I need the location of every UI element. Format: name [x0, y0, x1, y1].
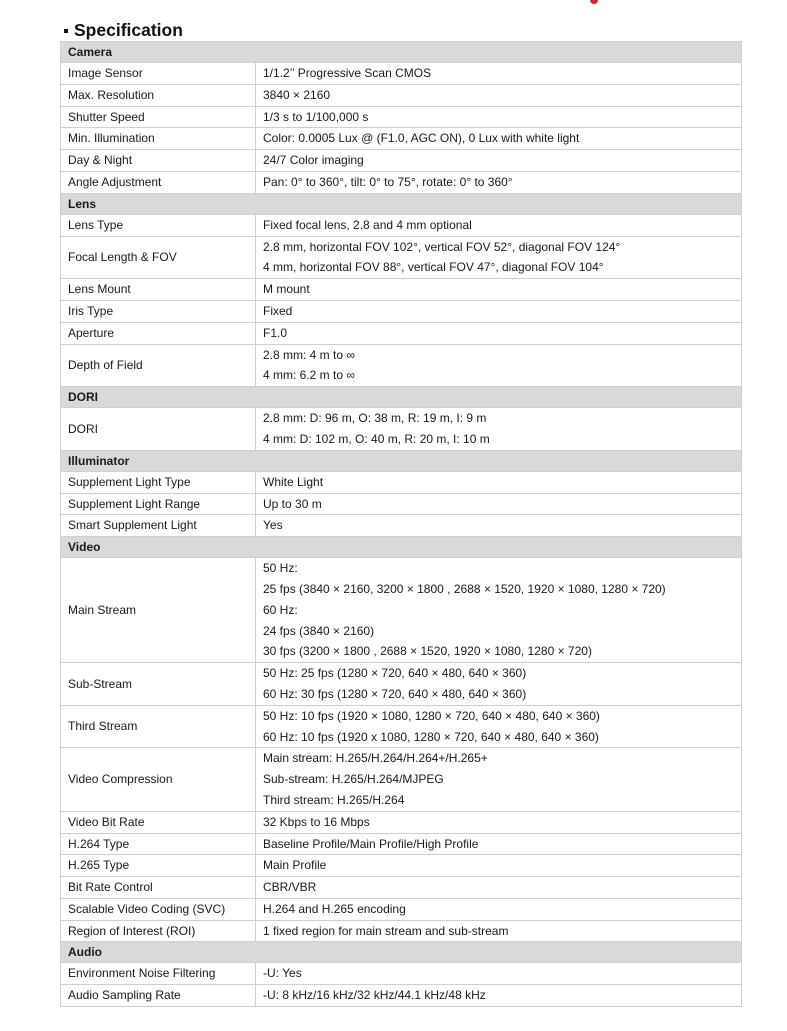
spec-row [61, 663, 742, 706]
spec-label: Image Sensor [61, 63, 256, 85]
spec-row [61, 150, 742, 172]
spec-value-line: 24 fps (3840 × 2160) [263, 623, 375, 638]
section-title: Video [61, 537, 742, 558]
spec-value-line: Fixed [263, 303, 293, 318]
spec-value-line: 4 mm: 6.2 m to ∞ [263, 368, 355, 383]
spec-label: H.264 Type [61, 833, 256, 855]
spec-value-line: 50 Hz: 10 fps (1920 × 1080, 1280 × 720, 640 × 480, 640 × 360) [263, 708, 600, 723]
spec-row [61, 920, 742, 942]
spec-value-cell [256, 106, 742, 128]
spec-label: Main Stream [61, 558, 256, 663]
section-title: Camera [61, 42, 742, 63]
spec-value-cell [256, 128, 742, 150]
spec-row [61, 558, 742, 663]
spec-label: Bit Rate Control [61, 877, 256, 899]
page-title-text: Specification [74, 19, 183, 40]
spec-row [61, 84, 742, 106]
spec-label: Environment Noise Filtering [61, 963, 256, 985]
page-title [64, 18, 183, 42]
section-header-row [61, 537, 742, 558]
spec-value-cell [256, 279, 742, 301]
spec-value-line: -U: 8 kHz/16 kHz/32 kHz/44.1 kHz/48 kHz [263, 988, 486, 1003]
spec-row [61, 63, 742, 85]
spec-row [61, 279, 742, 301]
spec-label: Max. Resolution [61, 84, 256, 106]
spec-value-line: White Light [263, 474, 324, 489]
spec-value-cell [256, 471, 742, 493]
spec-value-line: 2.8 mm: D: 96 m, O: 38 m, R: 19 m, I: 9 m [263, 411, 487, 426]
section-title: Audio [61, 942, 742, 963]
spec-value-line: 25 fps (3840 × 2160, 3200 × 1800 , 2688 × 1520, 1920 × 1080, 1280 × 720) [263, 581, 666, 596]
spec-value-line: 4 mm, horizontal FOV 88°, vertical FOV 47°, diagonal FOV 104° [263, 260, 604, 275]
spec-label: Region of Interest (ROI) [61, 920, 256, 942]
spec-value-cell [256, 985, 742, 1007]
spec-value-line: Color: 0.0005 Lux @ (F1.0, AGC ON), 0 Lux with white light [263, 131, 580, 146]
spec-value-cell [256, 408, 742, 451]
spec-value-cell [256, 705, 742, 748]
spec-label: Audio Sampling Rate [61, 985, 256, 1007]
spec-row [61, 811, 742, 833]
spec-label: Focal Length & FOV [61, 236, 256, 279]
spec-value-line: 60 Hz: 30 fps (1280 × 720, 640 × 480, 640 × 360) [263, 686, 527, 701]
spec-value-cell [256, 855, 742, 877]
spec-label: Supplement Light Type [61, 471, 256, 493]
spec-value-line: Yes [263, 518, 283, 533]
spec-label: Iris Type [61, 300, 256, 322]
spec-value-line: -U: Yes [263, 966, 302, 981]
spec-value-line: 30 fps (3200 × 1800 , 2688 × 1520, 1920 × 1080, 1280 × 720) [263, 644, 592, 659]
spec-value-cell [256, 898, 742, 920]
spec-value-line: 24/7 Color imaging [263, 153, 364, 168]
spec-value-cell [256, 963, 742, 985]
spec-value-cell [256, 558, 742, 663]
spec-value-line: 1 fixed region for main stream and sub-stream [263, 923, 509, 938]
spec-value-cell [256, 214, 742, 236]
spec-row [61, 493, 742, 515]
spec-value-cell [256, 493, 742, 515]
spec-value-line: Baseline Profile/Main Profile/High Profile [263, 836, 479, 851]
spec-value-cell [256, 171, 742, 193]
spec-row [61, 985, 742, 1007]
spec-label: Shutter Speed [61, 106, 256, 128]
spec-row [61, 705, 742, 748]
spec-value-line: Sub-stream: H.265/H.264/MJPEG [263, 772, 444, 787]
spec-value-line: Pan: 0° to 360°, tilt: 0° to 75°, rotate: 0° to 360° [263, 174, 513, 189]
spec-row [61, 106, 742, 128]
spec-value-line: Fixed focal lens, 2.8 and 4 mm optional [263, 217, 472, 232]
spec-label: Min. Illumination [61, 128, 256, 150]
spec-value-cell [256, 833, 742, 855]
spec-value-cell [256, 63, 742, 85]
spec-value-line: 50 Hz: [263, 561, 298, 576]
spec-value-cell [256, 150, 742, 172]
brand-mark [590, 0, 598, 4]
spec-value-line: 50 Hz: 25 fps (1280 × 720, 640 × 480, 640 × 360) [263, 666, 527, 681]
spec-label: Depth of Field [61, 344, 256, 387]
section-header-row [61, 42, 742, 63]
spec-label: Day & Night [61, 150, 256, 172]
spec-value-line: Main stream: H.265/H.264/H.264+/H.265+ [263, 751, 488, 766]
spec-value-cell [256, 877, 742, 899]
spec-label: Scalable Video Coding (SVC) [61, 898, 256, 920]
spec-label: DORI [61, 408, 256, 451]
spec-value-cell [256, 663, 742, 706]
spec-value-line: M mount [263, 282, 310, 297]
spec-label: Video Compression [61, 748, 256, 811]
spec-row [61, 322, 742, 344]
spec-label: Video Bit Rate [61, 811, 256, 833]
spec-value-line: 4 mm: D: 102 m, O: 40 m, R: 20 m, I: 10 m [263, 431, 490, 446]
spec-row [61, 236, 742, 279]
spec-label: Lens Mount [61, 279, 256, 301]
section-title: Illuminator [61, 450, 742, 471]
spec-label: Supplement Light Range [61, 493, 256, 515]
spec-row [61, 171, 742, 193]
spec-value-cell [256, 811, 742, 833]
spec-value-line: 2.8 mm: 4 m to ∞ [263, 347, 355, 362]
spec-value-line: Main Profile [263, 858, 327, 873]
spec-value-line: CBR/VBR [263, 880, 317, 895]
spec-row [61, 748, 742, 811]
spec-value-line: H.264 and H.265 encoding [263, 901, 406, 916]
spec-label: Smart Supplement Light [61, 515, 256, 537]
section-header-row [61, 387, 742, 408]
spec-value-line: Third stream: H.265/H.264 [263, 792, 405, 807]
section-header-row [61, 942, 742, 963]
section-title: DORI [61, 387, 742, 408]
spec-value-cell [256, 236, 742, 279]
spec-value-line: 32 Kbps to 16 Mbps [263, 814, 370, 829]
spec-value-line: 60 Hz: 10 fps (1920 x 1080, 1280 × 720, 640 × 480, 640 × 360) [263, 729, 599, 744]
spec-row [61, 515, 742, 537]
spec-value-cell [256, 322, 742, 344]
spec-value-line: 2.8 mm, horizontal FOV 102°, vertical FOV 52°, diagonal FOV 124° [263, 239, 621, 254]
spec-value-line: 1/1.2’’ Progressive Scan CMOS [263, 66, 432, 80]
spec-value-cell [256, 300, 742, 322]
spec-row [61, 344, 742, 387]
spec-row [61, 898, 742, 920]
spec-value-line: 60 Hz: [263, 602, 298, 617]
spec-row [61, 128, 742, 150]
spec-label: Angle Adjustment [61, 171, 256, 193]
section-header-row [61, 450, 742, 471]
spec-row [61, 963, 742, 985]
spec-value-cell [256, 344, 742, 387]
spec-label: Aperture [61, 322, 256, 344]
spec-value-line: 1/3 s to 1/100,000 s [263, 109, 369, 124]
spec-value-line: F1.0 [263, 325, 288, 340]
spec-label: Lens Type [61, 214, 256, 236]
spec-row [61, 408, 742, 451]
spec-value-line: Up to 30 m [263, 496, 322, 511]
spec-row [61, 214, 742, 236]
spec-label: Third Stream [61, 705, 256, 748]
bullet-icon [64, 29, 68, 33]
spec-row [61, 300, 742, 322]
section-title: Lens [61, 193, 742, 214]
spec-value-cell [256, 515, 742, 537]
spec-label: H.265 Type [61, 855, 256, 877]
spec-table [60, 41, 742, 1007]
spec-value-line: 3840 × 2160 [263, 87, 331, 102]
spec-row [61, 877, 742, 899]
spec-table-body [61, 42, 742, 1007]
spec-value-cell [256, 84, 742, 106]
spec-label: Sub-Stream [61, 663, 256, 706]
spec-row [61, 471, 742, 493]
section-header-row [61, 193, 742, 214]
spec-row [61, 855, 742, 877]
spec-value-cell [256, 920, 742, 942]
spec-value-cell [256, 748, 742, 811]
spec-row [61, 833, 742, 855]
